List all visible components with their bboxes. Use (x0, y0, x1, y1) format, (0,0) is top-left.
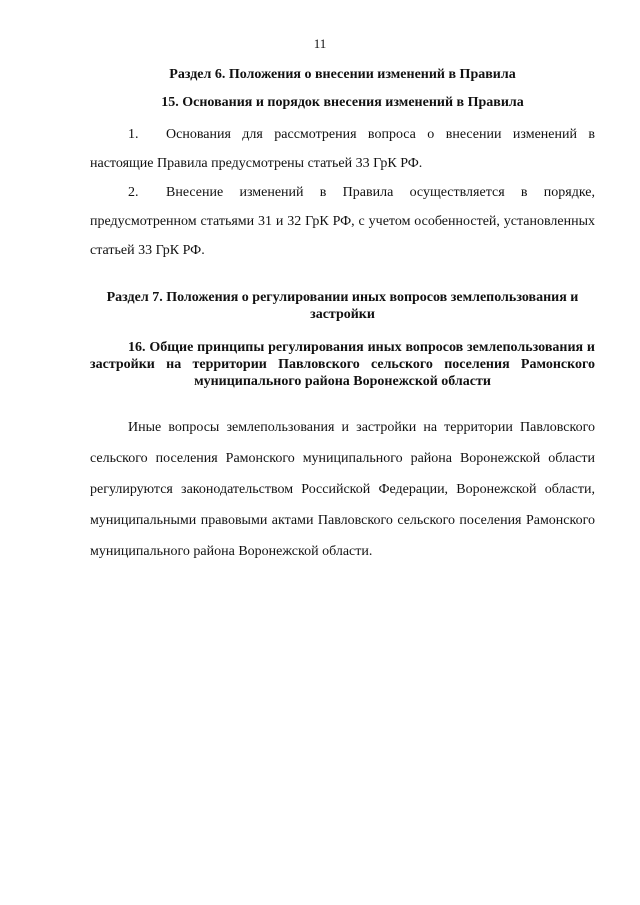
article-15-item-1 (90, 120, 595, 178)
section-6-title: Раздел 6. Положения о внесении изменений в Правила (169, 67, 516, 82)
page-number: 11 (313, 36, 327, 51)
item-number: 2. (128, 185, 139, 200)
article-15-item-2 (90, 178, 595, 265)
item-text: Внесение изменений в Правила осуществляется в порядке, предусмотренном статьями 31 и 32 ГрК РФ, с учетом особенностей, установленных статьей 33 ГрК РФ. (90, 185, 595, 258)
document-content (90, 66, 595, 567)
item-text: Основания для рассмотрения вопроса о внесении изменений в настоящие Правила предусмотрены статьей 33 ГрК РФ. (90, 127, 595, 171)
article-16-title: 16. Общие принципы регулирования иных вопросов землепользования и застройки на территории Павловского сельского поселения Рамонского муниципального района Воронежской области (90, 340, 595, 389)
article-16-body: Иные вопросы землепользования и застройки на территории Павловского сельского поселения Рамонского муниципального района Воронежской области регулируются законодательством Российской Федерации, Воронежской области, муниципальными правовыми актами Павловского сельского поселения Рамонского муниципального района Воронежской области. (90, 420, 595, 559)
section-7-title: Раздел 7. Положения о регулировании иных вопросов землепользования и застройки (106, 290, 579, 322)
item-number: 1. (128, 127, 139, 142)
article-15-title: 15. Основания и порядок внесения изменений в Правила (161, 95, 524, 110)
